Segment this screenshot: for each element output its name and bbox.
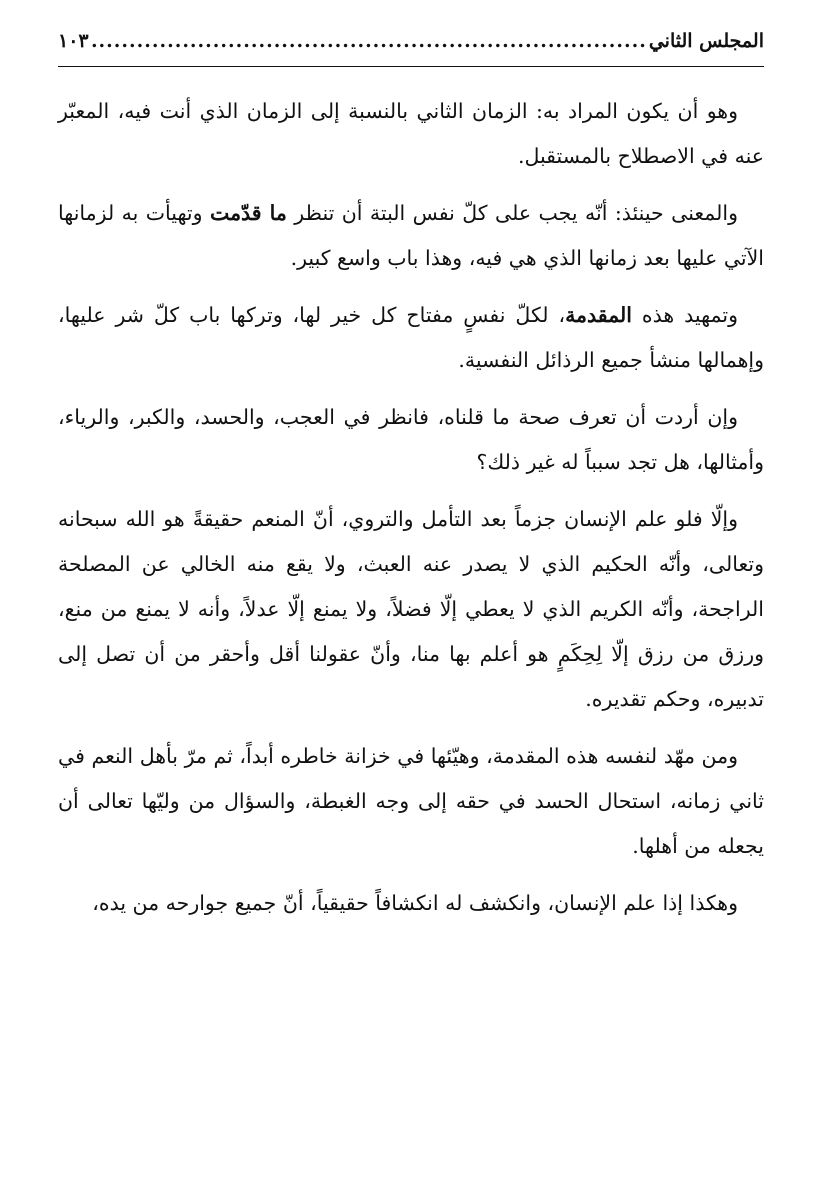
- book-page: [58, 30, 764, 938]
- paragraph-1: [58, 89, 764, 179]
- paragraph-5: [58, 497, 764, 722]
- paragraph-7: [58, 881, 764, 926]
- paragraph-text: وهو أن يكون المراد به: الزمان الثاني بالنسبة إلى الزمان الذي أنت فيه، المعبّر عنه في الاصطلاح بالمستقبل.: [58, 99, 764, 168]
- body-text: [58, 89, 764, 926]
- paragraph-text: والمعنى حينئذ: أنّه يجب على كلّ نفس البتة أن تنظر: [286, 201, 738, 225]
- paragraph-text: وتمهيد هذه: [631, 303, 738, 327]
- paragraph-text: وإلّا فلو علم الإنسان جزماً بعد التأمل والتروي، أنّ المنعم حقيقةً هو الله سبحانه وتعالى، وأنّه الحكيم الذي لا يصدر عنه العبث، ولا يقع منه الخالي عن المصلحة الراجحة، وأنّه الكريم الذي لا يعطي إلّا فضلاً، ولا يمنع إلّا عدلاً، وأنه لا يمنع من منع، ورزق من رزق إلّا لِحِكَمٍ هو أعلم بها منا، وأنّ عقولنا أقل وأحقر من أن تصل إلى تدبيره، وحكم تقديره.: [58, 507, 764, 711]
- paragraph-text: ، لكلّ نفسٍ مفتاح كل خير لها، وتركها باب كلّ شر عليها، وإهمالها منشأ جميع الرذائل النفسية.: [58, 303, 764, 372]
- paragraph-text: وتهيأت به لزمانها الآتي عليها بعد زمانها الذي هي فيه، وهذا باب واسع كبير.: [58, 201, 764, 270]
- emphasis-text: المقدمة: [565, 303, 632, 327]
- section-title: المجلس الثاني: [648, 30, 764, 52]
- paragraph-text: وهكذا إذا علم الإنسان، وانكشف له انكشافاً حقيقياً، أنّ جميع جوارحه من يده،: [92, 891, 738, 915]
- dot-leader: [91, 30, 647, 52]
- page-number: ١٠٣: [58, 30, 89, 52]
- running-header: [58, 30, 764, 67]
- paragraph-text: ومن مهّد لنفسه هذه المقدمة، وهيّئها في خزانة خاطره أبداً، ثم مرّ بأهل النعم في ثاني زمانه، استحال الحسد في حقه إلى وجه الغبطة، والسؤال من وليّها تعالى أن يجعله من أهلها.: [58, 744, 764, 858]
- paragraph-4: [58, 395, 764, 485]
- paragraph-2: [58, 191, 764, 281]
- paragraph-text: وإن أردت أن تعرف صحة ما قلناه، فانظر في العجب، والحسد، والكبر، والرياء، وأمثالها، هل تجد سبباً له غير ذلك؟: [58, 405, 764, 474]
- paragraph-3: [58, 293, 764, 383]
- emphasis-text: ما قدّمت: [209, 201, 287, 225]
- paragraph-6: [58, 734, 764, 869]
